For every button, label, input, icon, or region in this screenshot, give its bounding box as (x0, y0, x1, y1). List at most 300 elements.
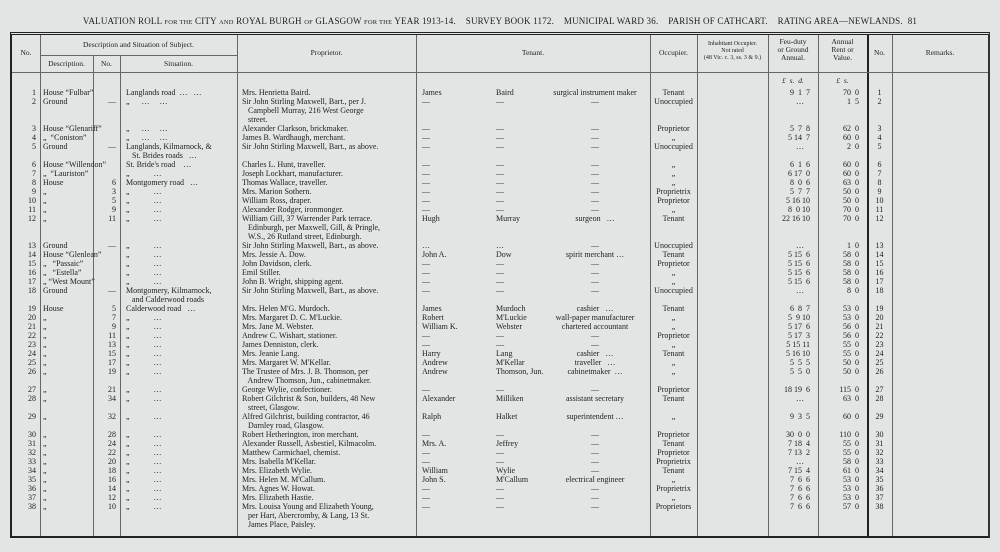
proprietor: Mrs. Helen M'G. Murdoch. (242, 304, 330, 313)
remarks (892, 394, 988, 412)
remarks (892, 322, 988, 331)
tenant-first-name: — (422, 133, 430, 142)
remarks (892, 187, 988, 196)
feu-duty: 7 6 6 (790, 475, 810, 484)
feu-duty: 5 5 0 (790, 367, 810, 376)
feu-duty: … (796, 142, 810, 151)
tenant-occupation: — (591, 97, 599, 106)
tenant-surname: Lang (496, 349, 513, 358)
annual-value: 60 0 (843, 169, 859, 178)
description: „ (43, 196, 47, 205)
table-row (12, 493, 988, 502)
situation: „ … (126, 241, 162, 250)
tenant-first-name: Hugh (422, 214, 440, 223)
house-number (93, 268, 120, 277)
entry-number-right: 33 (875, 457, 884, 466)
header-remarks: Remarks. (925, 48, 955, 57)
remarks (892, 439, 988, 448)
house-number: 3 (112, 187, 116, 196)
title-text: OF (304, 19, 313, 26)
description: „ “Passaic” (43, 259, 84, 268)
tenant-first-name: — (422, 493, 430, 502)
occupier: „ (671, 133, 676, 142)
entry-number: 9 (32, 187, 36, 196)
table-row (12, 412, 988, 430)
annual-value: 60 0 (843, 133, 859, 142)
feu-duty: … (796, 286, 810, 295)
annual-units: £ s. (836, 76, 849, 85)
tenant-surname: — (496, 448, 504, 457)
inhabitant-occupier (697, 313, 768, 322)
tenant-occupation: — (591, 187, 599, 196)
title-text: CITY (195, 16, 217, 26)
tenant-first-name: — (422, 430, 430, 439)
tenant-first-name: James (422, 304, 442, 313)
description: House “Glenariff” (43, 124, 102, 133)
remarks (892, 277, 988, 286)
house-number: — (108, 286, 116, 295)
header-no: No. (20, 48, 32, 57)
table-row (12, 286, 988, 304)
entry-number-right: 21 (875, 322, 884, 331)
tenant-surname: Webster (496, 322, 523, 331)
description: „ (43, 412, 47, 421)
remarks (892, 88, 988, 97)
remarks (892, 358, 988, 367)
tenant-occupation: assistant secretary (566, 394, 624, 403)
inhabitant-occupier (697, 304, 768, 313)
remarks (892, 196, 988, 205)
description: „ (43, 187, 47, 196)
inhabitant-occupier (697, 466, 768, 475)
annual-value: 55 0 (843, 349, 859, 358)
tenant-occupation: — (591, 277, 599, 286)
entry-number-right: 32 (875, 448, 884, 457)
remarks (892, 313, 988, 322)
tenant-first-name: — (422, 457, 430, 466)
house-number (93, 88, 120, 97)
tenant-first-name: John A. (422, 250, 447, 259)
description: „ “Estella” (43, 268, 82, 277)
entry-number: 29 (28, 412, 36, 421)
tenant-surname: Thomson, Jun. (496, 367, 544, 376)
entry-number-right: 12 (875, 214, 884, 223)
tenant-surname: — (496, 286, 504, 295)
tenant-occupation: — (591, 430, 599, 439)
tenant-occupation: — (591, 493, 599, 502)
situation: „ … (126, 466, 162, 475)
situation: „ … (126, 259, 162, 268)
table-row (12, 142, 988, 160)
inhabitant-occupier (697, 394, 768, 412)
remarks (892, 259, 988, 268)
tenant-occupation: — (591, 439, 599, 448)
occupier: Proprietor (657, 430, 690, 439)
tenant-first-name: — (422, 97, 430, 106)
entry-number-right: 22 (875, 331, 884, 340)
tenant-occupation: — (591, 286, 599, 295)
remarks (892, 349, 988, 358)
tenant-occupation: — (591, 241, 599, 250)
remarks (892, 160, 988, 169)
inhabitant-occupier (697, 412, 768, 430)
table-row (12, 484, 988, 493)
occupier: „ (671, 205, 676, 214)
situation: „ … (126, 412, 162, 421)
situation: „ … (126, 385, 162, 394)
tenant-occupation: — (591, 448, 599, 457)
situation: Langlands road … … (126, 88, 202, 97)
inhabitant-occupier (697, 340, 768, 349)
annual-value: 53 0 (843, 484, 859, 493)
annual-value: 50 0 (843, 196, 859, 205)
entry-number: 28 (28, 394, 36, 403)
tenant-first-name: John S. (422, 475, 446, 484)
tenant-first-name: — (422, 142, 430, 151)
feu-duty: … (796, 394, 810, 403)
annual-value: 2 0 (847, 142, 859, 151)
table-row (12, 313, 988, 322)
annual-value: 55 0 (843, 439, 859, 448)
tenant-surname: — (496, 340, 504, 349)
entry-number: 12 (28, 214, 36, 223)
entry-number: 8 (32, 178, 36, 187)
tenant-first-name: Alexander (422, 394, 456, 403)
inhabitant-occupier (697, 88, 768, 97)
situation: „ … (126, 349, 162, 358)
entry-number-right: 2 (877, 97, 882, 106)
inhabitant-occupier (697, 430, 768, 439)
occupier: Unoccupied (654, 142, 693, 151)
description: Ground (43, 241, 68, 250)
annual-value: 58 0 (843, 268, 859, 277)
header-description-group: Description and Situation of Subject. (82, 40, 195, 49)
description: „ (43, 313, 47, 322)
house-number (93, 259, 120, 268)
proprietor: William Ross, draper. (242, 196, 312, 205)
description: „ (43, 475, 47, 484)
inhabitant-occupier (697, 124, 768, 133)
remarks (892, 133, 988, 142)
proprietor: Robert Hetherington, iron merchant. (242, 430, 359, 439)
table-row (12, 367, 988, 385)
table-row (12, 196, 988, 205)
situation: „ … (126, 205, 162, 214)
proprietor: The Trustee of Mrs. J. B. Thomson, per Andrew Thomson, Jun., cabinetmaker. (242, 367, 372, 385)
feu-duty: 5 15 6 (788, 259, 810, 268)
table-row (12, 241, 988, 250)
entry-number-right: 29 (875, 412, 884, 421)
table-row (12, 133, 988, 142)
feu-duty: 6 8 7 (790, 304, 810, 313)
occupier: Proprietor (657, 259, 690, 268)
feu-duty: 5 17 6 (788, 322, 810, 331)
tenant-first-name: Andrew (422, 358, 448, 367)
entry-number: 14 (28, 250, 36, 259)
house-number: 18 (108, 466, 116, 475)
house-number: 13 (108, 340, 116, 349)
tenant-surname: Milliken (496, 394, 524, 403)
inhabitant-occupier (697, 259, 768, 268)
annual-value: 115 0 (839, 385, 859, 394)
occupier: „ (671, 493, 676, 502)
entry-number: 6 (32, 160, 36, 169)
inhabitant-occupier (697, 205, 768, 214)
house-number: 28 (108, 430, 116, 439)
title-text: FOR THE (364, 19, 393, 26)
tenant-surname: — (496, 430, 504, 439)
proprietor: Mrs. Helen M. M'Callum. (242, 475, 326, 484)
tenant-surname: — (496, 97, 504, 106)
proprietor: James Denniston, clerk. (242, 340, 319, 349)
proprietor: Mrs. Jeanie Lang. (242, 349, 300, 358)
house-number (93, 277, 120, 286)
entry-number-right: 37 (875, 493, 884, 502)
remarks (892, 448, 988, 457)
tenant-surname: — (496, 493, 504, 502)
house-number: 9 (112, 322, 116, 331)
table-row (12, 448, 988, 457)
proprietor: Matthew Carmichael, chemist. (242, 448, 341, 457)
table-row (12, 502, 988, 529)
proprietor: Emil Stiller. (242, 268, 281, 277)
feu-duty: 5 15 6 (788, 250, 810, 259)
entry-number: 1 (32, 88, 36, 97)
table-row (12, 187, 988, 196)
feu-duty: … (796, 97, 810, 106)
tenant-occupation: — (591, 205, 599, 214)
annual-value: 56 0 (843, 322, 859, 331)
description: „ (43, 457, 47, 466)
entry-number-right: 34 (875, 466, 884, 475)
table-row (12, 259, 988, 268)
situation: „ … (126, 250, 162, 259)
house-number: 6 (112, 178, 116, 187)
occupier: Proprietrix (656, 187, 691, 196)
feu-duty: 7 15 4 (788, 466, 810, 475)
tenant-occupation: — (591, 160, 599, 169)
proprietor: Thomas Wallace, traveller. (242, 178, 328, 187)
feu-duty: 7 6 6 (790, 484, 810, 493)
house-number: 22 (108, 448, 116, 457)
house-number (93, 133, 120, 142)
tenant-first-name: — (422, 160, 430, 169)
inhabitant-occupier (697, 133, 768, 142)
description: „ (43, 214, 47, 223)
tenant-occupation: — (591, 502, 599, 511)
tenant-first-name: — (422, 196, 430, 205)
proprietor: Mrs. Elizabeth Hastie. (242, 493, 314, 502)
remarks (892, 493, 988, 502)
tenant-occupation: cashier … (576, 304, 614, 313)
tenant-first-name: — (422, 268, 430, 277)
occupier: Tenant (662, 88, 685, 97)
remarks (892, 142, 988, 160)
description: „ “Lauriston” (43, 169, 89, 178)
valuation-table (10, 32, 990, 538)
occupier: „ (671, 475, 676, 484)
tenant-first-name: — (422, 286, 430, 295)
tenant-surname: … (496, 241, 504, 250)
table-row (12, 169, 988, 178)
table-row (12, 466, 988, 475)
proprietor: Sir John Stirling Maxwell, Bart., per J. Campbell Murray, 216 West George street. (242, 97, 366, 124)
occupier: Proprietor (657, 196, 690, 205)
proprietor: Mrs. Jane M. Webster. (242, 322, 314, 331)
situation: „ … … (126, 97, 168, 106)
remarks (892, 268, 988, 277)
description: House (43, 304, 64, 313)
description: Ground (43, 286, 68, 295)
inhabitant-occupier (697, 286, 768, 304)
tenant-surname: — (496, 160, 504, 169)
inhabitant-occupier (697, 214, 768, 241)
description: House (43, 178, 64, 187)
header-proprietor: Proprietor. (310, 48, 343, 57)
remarks (892, 205, 988, 214)
proprietor: Robert Gilchrist & Son, builders, 48 New street, Glasgow. (242, 394, 376, 412)
header-inhabitant-occupier: Inhabitant Occupier. Not rated (48 Vic. c. 3, ss. 3 & 9.) (703, 41, 762, 61)
feu-duty: 5 17 3 (788, 331, 810, 340)
tenant-surname: Halket (496, 412, 518, 421)
tenant-first-name: — (422, 205, 430, 214)
proprietor: Charles L. Hunt, traveller. (242, 160, 326, 169)
annual-value: 58 0 (843, 250, 859, 259)
header-tenant: Tenant. (521, 48, 545, 57)
entry-number: 20 (28, 313, 36, 322)
tenant-occupation: traveller … (574, 358, 616, 367)
table-row (12, 205, 988, 214)
entry-number: 23 (28, 340, 36, 349)
rating-area: RATING AREA—NEWLANDS. (777, 16, 903, 26)
annual-value: 55 0 (843, 448, 859, 457)
table-row (12, 277, 988, 286)
tenant-first-name: — (422, 259, 430, 268)
tenant-surname: — (496, 385, 504, 394)
occupier: Tenant (662, 349, 685, 358)
remarks (892, 178, 988, 187)
entry-number: 15 (28, 259, 36, 268)
annual-value: 1 5 (847, 97, 859, 106)
situation: „ … (126, 340, 162, 349)
situation: „ … (126, 169, 162, 178)
description: House “Glenlean” (43, 250, 102, 259)
entry-number-right: 24 (875, 349, 884, 358)
tenant-occupation: — (591, 133, 599, 142)
tenant-surname: — (496, 133, 504, 142)
entry-number: 25 (28, 358, 36, 367)
proprietor: Alexander Rodger, ironmonger. (242, 205, 344, 214)
header-dno: No. (100, 59, 113, 68)
tenant-first-name: — (422, 169, 430, 178)
occupier: Tenant (662, 439, 685, 448)
occupier: Unoccupied (654, 241, 693, 250)
remarks (892, 286, 988, 304)
proprietor: William Gill, 37 Warrender Park terrace. Edinburgh, per Maxwell, Gill, & Pringle, W.S., 26 Rutland street, Edinburgh. (242, 214, 381, 241)
description: „ (43, 394, 47, 403)
inhabitant-occupier (697, 322, 768, 331)
proprietor: Joseph Lockhart, manufacturer. (242, 169, 343, 178)
remarks (892, 340, 988, 349)
description: „ (43, 430, 47, 439)
title-text: FOR THE (164, 19, 193, 26)
feu-duty: 8 0 10 (788, 205, 810, 214)
entry-number: 18 (28, 286, 36, 295)
entry-number: 27 (28, 385, 36, 394)
tenant-surname: M'Callum (496, 475, 529, 484)
tenant-occupation: superintendent … (566, 412, 624, 421)
entry-number-right: 11 (875, 205, 884, 214)
inhabitant-occupier (697, 448, 768, 457)
inhabitant-occupier (697, 268, 768, 277)
house-number: 34 (108, 394, 116, 403)
annual-value: 61 0 (843, 466, 859, 475)
entry-number: 3 (32, 124, 36, 133)
situation: „ … (126, 484, 162, 493)
page-header (0, 16, 1000, 26)
house-number: 7 (112, 313, 116, 322)
tenant-occupation: cashier … (576, 349, 614, 358)
tenant-first-name: Andrew (422, 367, 448, 376)
proprietor: Mrs. Louisa Young and Elizabeth Young, per Hart, Abercromby, & Lang, 13 St. James Place, Paisley. (242, 502, 374, 529)
proprietor: Mrs. Margaret D. C. M'Luckie. (242, 313, 342, 322)
situation: „ … (126, 457, 162, 466)
proprietor: Alfred Gilchrist, building contractor, 46 Darnley road, Glasgow. (242, 412, 370, 430)
feu-duty: 9 1 7 (790, 88, 810, 97)
tenant-first-name: Robert (422, 313, 444, 322)
inhabitant-occupier (697, 169, 768, 178)
entry-number: 17 (28, 277, 36, 286)
header-situation: Situation. (164, 59, 193, 68)
feu-duty: 30 0 0 (786, 430, 810, 439)
remarks (892, 502, 988, 529)
entry-number: 21 (28, 322, 36, 331)
table-row (12, 88, 988, 97)
house-number: 15 (108, 349, 116, 358)
entry-number-right: 6 (877, 160, 882, 169)
annual-value: 53 0 (843, 304, 859, 313)
house-number: 16 (108, 475, 116, 484)
occupier: „ (671, 169, 676, 178)
entry-number: 24 (28, 349, 36, 358)
tenant-occupation: cabinetmaker … (567, 367, 623, 376)
description: House “Fulbar” (43, 88, 94, 97)
annual-value: 58 0 (843, 457, 859, 466)
tenant-occupation: — (591, 268, 599, 277)
entry-number: 31 (28, 439, 36, 448)
table-row (12, 340, 988, 349)
remarks (892, 475, 988, 484)
tenant-first-name: — (422, 124, 430, 133)
entry-number-right: 28 (875, 394, 884, 403)
house-number: 17 (108, 358, 116, 367)
proprietor: James B. Wardhaugh, merchant. (242, 133, 346, 142)
house-number: 12 (108, 493, 116, 502)
house-number: — (108, 241, 116, 250)
situation: „ … … (126, 133, 168, 142)
tenant-first-name: — (422, 277, 430, 286)
annual-value: 53 0 (843, 475, 859, 484)
proprietor: Mrs. Isabella M'Kellar. (242, 457, 316, 466)
entry-number: 11 (28, 205, 36, 214)
feu-duty: 7 6 6 (790, 493, 810, 502)
annual-value: 70 0 (843, 205, 859, 214)
entry-number-right: 26 (875, 367, 884, 376)
description: „ (43, 340, 47, 349)
tenant-surname: — (496, 142, 504, 151)
annual-value: 57 0 (843, 502, 859, 511)
description: Ground (43, 142, 68, 151)
